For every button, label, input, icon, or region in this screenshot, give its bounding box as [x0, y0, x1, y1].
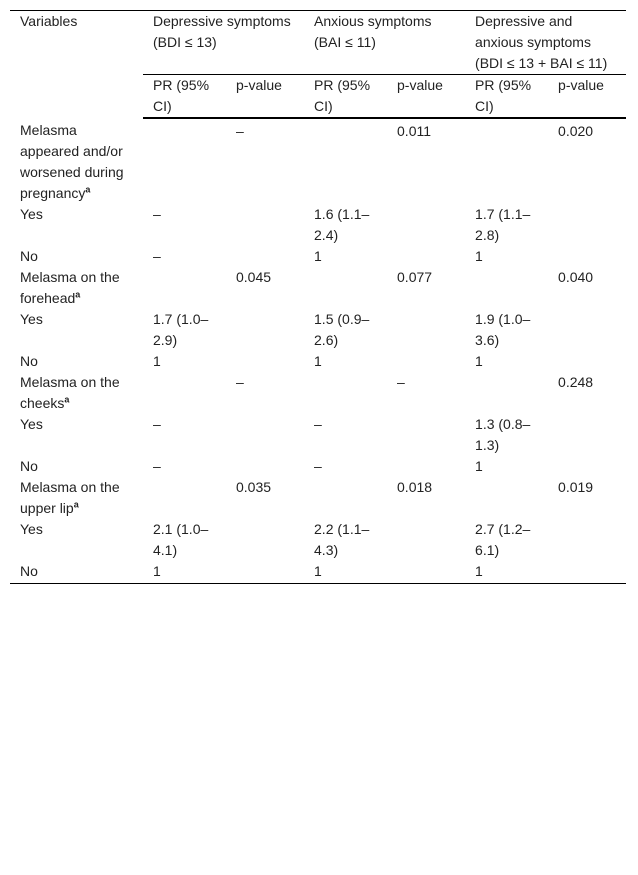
p-value-cell [387, 414, 465, 456]
p-value-cell: 0.040 [558, 269, 594, 285]
category-row [10, 456, 626, 477]
label-text: No [20, 563, 38, 579]
header-variables: Variables [10, 11, 143, 119]
label-text: Yes [20, 206, 43, 222]
header-p-value: p-value [387, 75, 465, 119]
pr-cell [143, 267, 226, 309]
header-group-depressive: Depressive symptoms (BDI ≤ 13) [143, 11, 304, 75]
variable-row [10, 118, 626, 204]
header-p-value: p-value [548, 75, 626, 119]
pr-cell [465, 372, 548, 414]
p-value-cell: 0.045 [236, 269, 272, 285]
p-value-cell: 0.077 [397, 269, 433, 285]
p-value-cell [548, 519, 626, 561]
p-value-cell [548, 456, 626, 477]
p-value-cell [387, 351, 465, 372]
category-row [10, 246, 626, 267]
p-value-cell [226, 456, 304, 477]
category-row [10, 351, 626, 372]
variable-label [10, 267, 143, 309]
p-value-cell: – [236, 123, 244, 139]
pr-cell: – [314, 416, 322, 432]
pr-cell: – [153, 206, 161, 222]
category-label [10, 246, 143, 267]
category-label [10, 519, 143, 561]
p-value-cell: 0.248 [558, 374, 594, 390]
results-table [10, 10, 626, 584]
pr-cell: – [153, 248, 161, 264]
pr-cell: 1 [314, 248, 322, 264]
header-pr: PR (95% CI) [465, 75, 548, 119]
category-row [10, 561, 626, 584]
p-value-cell [548, 309, 626, 351]
category-row [10, 414, 626, 456]
pr-cell: 1.3 (0.8–1.3) [475, 416, 531, 453]
p-value-cell [226, 309, 304, 351]
pr-cell: 1 [475, 458, 483, 474]
pr-cell [304, 267, 387, 309]
category-label [10, 456, 143, 477]
p-value-cell [226, 414, 304, 456]
label-text: Yes [20, 416, 43, 432]
pr-cell: 2.7 (1.2–6.1) [475, 521, 531, 558]
pr-cell [143, 477, 226, 519]
p-value-cell [387, 204, 465, 246]
p-value-cell [226, 561, 304, 584]
variable-label [10, 118, 143, 204]
label-text: No [20, 458, 38, 474]
label-text: No [20, 353, 38, 369]
label-text: Yes [20, 521, 43, 537]
footnote-marker: a [73, 499, 79, 510]
p-value-cell: 0.035 [236, 479, 272, 495]
label-text: Melasma on the upper lip [20, 479, 120, 516]
p-value-cell [548, 561, 626, 584]
pr-cell [143, 118, 226, 204]
header-p-value: p-value [226, 75, 304, 119]
label-text: Melasma on the cheeks [20, 374, 120, 411]
pr-cell [465, 267, 548, 309]
p-value-cell [387, 246, 465, 267]
pr-cell: 1.7 (1.1–2.8) [475, 206, 531, 243]
pr-cell: 1 [475, 353, 483, 369]
p-value-cell [548, 351, 626, 372]
variable-row [10, 267, 626, 309]
label-text: No [20, 248, 38, 264]
variable-row [10, 477, 626, 519]
label-text: Melasma appeared and/or worsened during pregnancy [20, 122, 124, 201]
p-value-cell: 0.019 [558, 479, 594, 495]
label-text: Melasma on the forehead [20, 269, 120, 306]
header-row-groups [10, 11, 626, 75]
p-value-cell: 0.020 [558, 123, 594, 139]
pr-cell [143, 372, 226, 414]
footnote-marker: a [75, 289, 81, 300]
category-label [10, 561, 143, 584]
p-value-cell: 0.011 [397, 123, 432, 139]
pr-cell: – [153, 458, 161, 474]
pr-cell [304, 477, 387, 519]
header-group-anxious: Anxious symptoms (BAI ≤ 11) [304, 11, 465, 75]
pr-cell [465, 477, 548, 519]
p-value-cell: – [397, 374, 405, 390]
pr-cell: 1 [153, 353, 161, 369]
pr-cell: 1 [475, 248, 483, 264]
p-value-cell [226, 351, 304, 372]
pr-cell [304, 118, 387, 204]
category-row [10, 309, 626, 351]
pr-cell: 1.9 (1.0–3.6) [475, 311, 531, 348]
p-value-cell [226, 519, 304, 561]
footnote-marker: a [64, 394, 70, 405]
pr-cell: 2.1 (1.0–4.1) [153, 521, 209, 558]
pr-cell: 1.7 (1.0–2.9) [153, 311, 209, 348]
pr-cell: 1.6 (1.1–2.4) [314, 206, 370, 243]
pr-cell: 2.2 (1.1–4.3) [314, 521, 370, 558]
p-value-cell [548, 246, 626, 267]
pr-cell [304, 372, 387, 414]
category-row [10, 519, 626, 561]
p-value-cell [387, 561, 465, 584]
header-pr: PR (95% CI) [304, 75, 387, 119]
category-label [10, 309, 143, 351]
pr-cell: 1 [314, 353, 322, 369]
pr-cell: 1 [304, 561, 387, 584]
p-value-cell [548, 204, 626, 246]
table-body [10, 118, 626, 584]
header-pr: PR (95% CI) [143, 75, 226, 119]
category-row [10, 204, 626, 246]
p-value-cell: – [236, 374, 244, 390]
pr-cell: 1.5 (0.9–2.6) [314, 311, 370, 348]
variable-label [10, 372, 143, 414]
p-value-cell [387, 456, 465, 477]
p-value-cell [226, 246, 304, 267]
pr-cell: 1 [465, 561, 548, 584]
pr-cell: – [153, 416, 161, 432]
pr-cell: 1 [143, 561, 226, 584]
category-label [10, 351, 143, 372]
p-value-cell [387, 519, 465, 561]
variable-label [10, 477, 143, 519]
p-value-cell [548, 414, 626, 456]
p-value-cell: 0.018 [397, 479, 433, 495]
variable-row [10, 372, 626, 414]
p-value-cell [226, 204, 304, 246]
pr-cell: – [314, 458, 322, 474]
label-text: Yes [20, 311, 43, 327]
pr-cell [465, 118, 548, 204]
footnote-marker: a [85, 184, 91, 195]
header-group-combined: Depressive and anxious symptoms (BDI ≤ 13 + BAI ≤ 11) [465, 11, 626, 75]
category-label [10, 414, 143, 456]
category-label [10, 204, 143, 246]
p-value-cell [387, 309, 465, 351]
